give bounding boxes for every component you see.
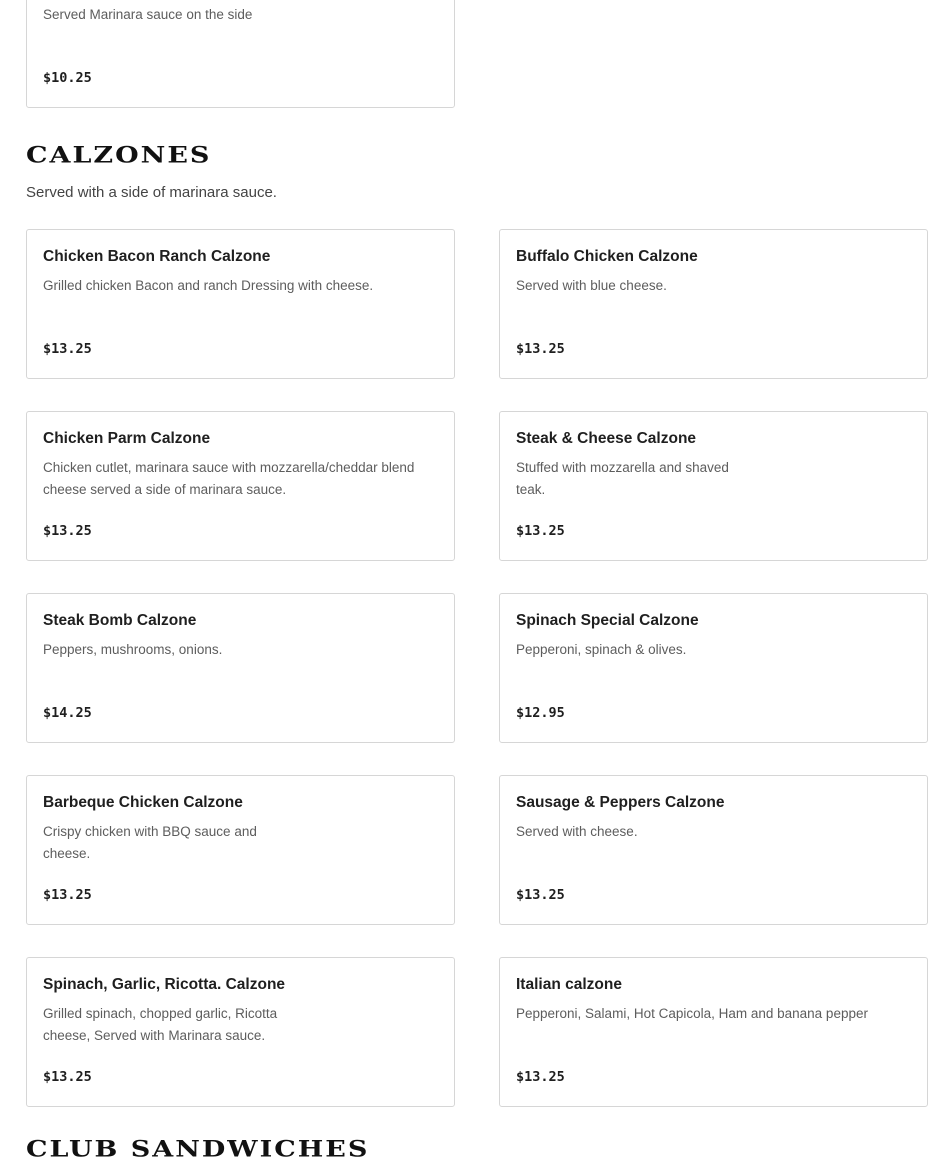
menu-item-price: $13.25 xyxy=(516,887,565,903)
menu-item-price: $13.25 xyxy=(43,341,92,357)
menu-item-price: $13.25 xyxy=(43,1069,92,1085)
menu-item-name: Chicken Parm Calzone xyxy=(43,430,211,447)
menu-item-price: $12.95 xyxy=(516,705,565,721)
menu-item-description: Chicken cutlet, marinara sauce with mozzarella/cheddar blend cheese served a side of marinara sauce. xyxy=(43,460,415,497)
menu-item-card[interactable] xyxy=(26,229,455,379)
menu-item-card[interactable] xyxy=(26,593,455,743)
menu-item-description: Served with blue cheese. xyxy=(516,278,667,293)
menu-item-name: Spinach, Garlic, Ricotta. Calzone xyxy=(43,976,286,993)
menu-item-card[interactable] xyxy=(499,593,928,743)
menu-item-card[interactable] xyxy=(26,957,455,1107)
menu-item-card[interactable] xyxy=(499,229,928,379)
menu-item-card[interactable] xyxy=(26,411,455,561)
menu-item-price: $13.25 xyxy=(516,523,565,539)
menu-item-card[interactable] xyxy=(499,411,928,561)
menu-item-price: $13.25 xyxy=(516,1069,565,1085)
menu-item-description: Stuffed with mozzarella and shaved teak. xyxy=(516,460,729,497)
menu-item-description: Grilled chicken Bacon and ranch Dressing with cheese. xyxy=(43,278,374,293)
menu-item-description: Served Marinara sauce on the side xyxy=(43,7,253,22)
menu-item-description: Grilled spinach, chopped garlic, Ricotta cheese, Served with Marinara sauce. xyxy=(43,1006,278,1043)
menu-item-name: Italian calzone xyxy=(516,976,622,993)
menu-item-description: Served with cheese. xyxy=(516,824,638,839)
section-title-calzones: CALZONES xyxy=(26,143,212,169)
menu-item-name: Sausage & Peppers Calzone xyxy=(516,794,725,811)
menu-item-price: $13.25 xyxy=(43,523,92,539)
menu-item-price: $13.25 xyxy=(516,341,565,357)
menu-item-name: Steak Bomb Calzone xyxy=(43,612,197,629)
menu-item-name: Barbeque Chicken Calzone xyxy=(43,794,243,811)
menu-item-name: Spinach Special Calzone xyxy=(516,612,699,629)
menu-item-card[interactable] xyxy=(26,775,455,925)
section-subtitle: Served with a side of marinara sauce. xyxy=(26,184,277,201)
menu-item-price: $10.25 xyxy=(43,70,92,86)
menu-item-description: Peppers, mushrooms, onions. xyxy=(43,642,223,657)
menu-item-card[interactable] xyxy=(499,775,928,925)
menu-item-description: Pepperoni, Salami, Hot Capicola, Ham and banana pepper xyxy=(516,1006,868,1021)
menu-item-name: Chicken Bacon Ranch Calzone xyxy=(43,248,271,265)
menu-item-name: Steak & Cheese Calzone xyxy=(516,430,697,447)
menu-item-description: Pepperoni, spinach & olives. xyxy=(516,642,687,657)
menu-item-card[interactable] xyxy=(499,957,928,1107)
menu-item-price: $13.25 xyxy=(43,887,92,903)
section-title-club-sandwiches: CLUB SANDWICHES xyxy=(26,1137,370,1162)
menu-item-card[interactable] xyxy=(26,0,455,108)
menu-item-name: Buffalo Chicken Calzone xyxy=(516,248,698,265)
menu-item-description: Crispy chicken with BBQ sauce and cheese. xyxy=(43,824,257,861)
menu-item-price: $14.25 xyxy=(43,705,92,721)
